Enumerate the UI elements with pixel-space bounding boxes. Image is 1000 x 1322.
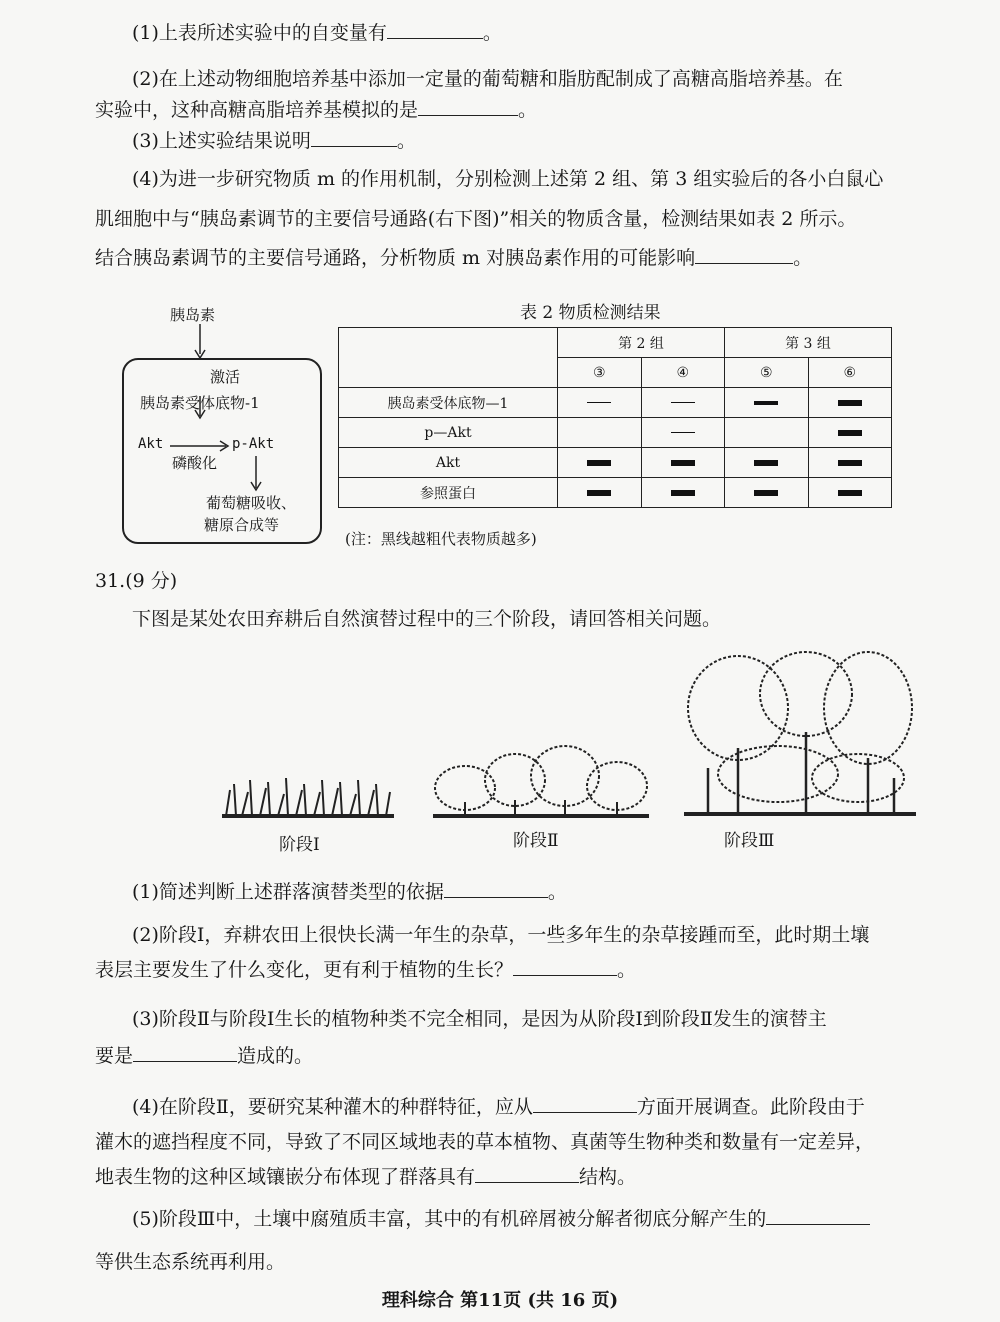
table2-col-4: ④ [641, 358, 725, 388]
band-cell [725, 478, 809, 508]
pathway-activate: 激活 [210, 368, 241, 386]
band-mark [754, 490, 778, 496]
table2-row-label: Akt [339, 448, 558, 478]
q30-part4-line1: (4)为进一步研究物质 m 的作用机制，分别检测上述第 2 组、第 3 组实验后的各小白鼠心 [132, 168, 884, 190]
band-cell [558, 388, 642, 418]
stage1-label: 阶段Ⅰ [279, 835, 320, 855]
q31-part3-line1: (3)阶段Ⅱ与阶段Ⅰ生长的植物种类不完全相同，是因为从阶段Ⅰ到阶段Ⅱ发生的演替主 [132, 1008, 827, 1030]
q31-part1: (1)简述判断上述群落演替类型的依据 。 [132, 881, 567, 903]
band-mark [838, 400, 862, 406]
band-mark [838, 430, 862, 436]
q31-part3-line2: 要是 造成的。 [95, 1045, 314, 1067]
table-row [339, 418, 892, 448]
stage2-label: 阶段Ⅱ [513, 831, 559, 851]
q30-part2-line1: (2)在上述动物细胞培养基中添加一定量的葡萄糖和脂肪配制成了高糖高脂培养基。在 [132, 68, 843, 90]
table2-col-3: ③ [558, 358, 642, 388]
band-cell [558, 418, 642, 448]
q30-part3: (3)上述实验结果说明 。 [132, 130, 416, 152]
table2-corner [339, 328, 558, 388]
band-mark [754, 401, 778, 405]
insulin-pathway-diagram [118, 300, 328, 545]
table2 [338, 327, 892, 508]
q31-part2-line1: (2)阶段Ⅰ，弃耕农田上很快长满一年生的杂草，一些多年生的杂草接踵而至，此时期土壤 [132, 924, 870, 946]
table-row [339, 448, 892, 478]
table2-row-label: p—Akt [339, 418, 558, 448]
q31-part4-line2: 灌木的遮挡程度不同，导致了不同区域地表的草本植物、真菌等生物种类和数量有一定差异， [95, 1131, 875, 1153]
band-cell [808, 478, 892, 508]
q31-part4-line3: 地表生物的这种区域镶嵌分布体现了群落具有 结构。 [95, 1166, 637, 1188]
q31-part2-line2: 表层主要发生了什么变化，更有利于植物的生长？ 。 [95, 959, 637, 981]
pathway-akt: Akt [138, 436, 164, 452]
band-mark [587, 490, 611, 496]
pathway-substrate: 胰岛素受体底物-1 [140, 394, 260, 412]
band-cell [641, 478, 725, 508]
band-mark [587, 460, 611, 466]
q31-intro: 下图是某处农田弃耕后自然演替过程中的三个阶段，请回答相关问题。 [132, 608, 722, 630]
q30-part4-line3: 结合胰岛素调节的主要信号通路，分析物质 m 对胰岛素作用的可能影响 。 [95, 247, 813, 269]
stage3-forest-illustration [678, 648, 923, 820]
band-mark [671, 490, 695, 496]
q31-part5-line1: (5)阶段Ⅲ中，土壤中腐殖质丰富，其中的有机碎屑被分解者彻底分解产生的 [132, 1206, 870, 1232]
pathway-effect-2: 糖原合成等 [204, 516, 280, 534]
q30-part4-line2: 肌细胞中与“胰岛素调节的主要信号通路(右下图)”相关的物质含量，检测结果如表 2 所示。 [95, 208, 857, 230]
table2-col-5: ⑤ [725, 358, 809, 388]
band-cell [725, 418, 809, 448]
band-mark [671, 402, 695, 404]
band-cell [641, 448, 725, 478]
pathway-effect-1: 葡萄糖吸收、 [206, 494, 297, 512]
pathway-pakt: p-Akt [232, 436, 275, 452]
band-cell [725, 388, 809, 418]
table2-group2-header: 第 2 组 [558, 328, 725, 358]
page-footer: 理科综合 第11页 (共 16 页) [381, 1290, 619, 1311]
q30-part1: (1)上表所述实验中的自变量有 。 [132, 22, 502, 44]
stage3-label: 阶段Ⅲ [724, 831, 775, 851]
band-cell [725, 448, 809, 478]
table2-row-label: 胰岛素受体底物—1 [339, 388, 558, 418]
table-row [339, 478, 892, 508]
band-cell [641, 418, 725, 448]
q31-part5-line2: 等供生态系统再利用。 [95, 1251, 286, 1273]
stage1-grass-illustration [218, 770, 398, 820]
q30-part2-line2: 实验中，这种高糖高脂培养基模拟的是 。 [95, 99, 538, 121]
band-mark [754, 460, 778, 466]
table-row [339, 388, 892, 418]
table2-caption: 表 2 物质检测结果 [520, 303, 661, 323]
table2-row-label: 参照蛋白 [339, 478, 558, 508]
band-cell [558, 448, 642, 478]
band-cell [808, 388, 892, 418]
band-cell [641, 388, 725, 418]
table2-note: (注：黑线越粗代表物质越多) [345, 530, 537, 548]
pathway-phosphorylation: 磷酸化 [172, 454, 218, 472]
band-mark [671, 460, 695, 466]
q31-number: 31.(9 分) [95, 570, 178, 592]
band-mark [838, 460, 862, 466]
pathway-insulin: 胰岛素 [170, 306, 216, 324]
band-mark [838, 490, 862, 496]
table2-col-6: ⑥ [808, 358, 892, 388]
band-mark [671, 432, 695, 434]
table2-group3-header: 第 3 组 [725, 328, 892, 358]
band-cell [558, 478, 642, 508]
band-cell [808, 448, 892, 478]
q31-part4-line1: (4)在阶段Ⅱ，要研究某种灌木的种群特征，应从 方面开展调查。此阶段由于 [132, 1096, 865, 1118]
band-cell [808, 418, 892, 448]
stage2-shrub-illustration [425, 742, 655, 820]
band-mark [587, 402, 611, 404]
